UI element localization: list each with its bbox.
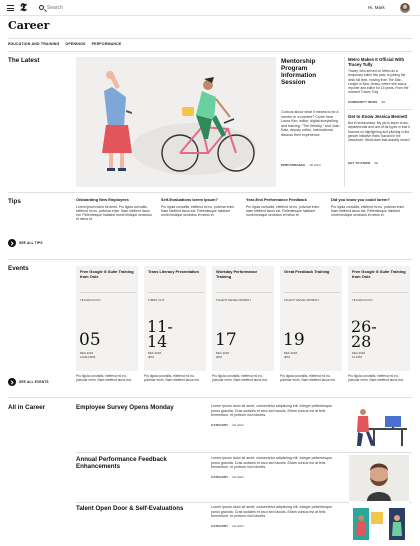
event-title[interactable]: Free Google G Suite Training from Onix xyxy=(80,269,134,279)
event-month-year: DEC 2018 xyxy=(80,351,93,355)
career-summary: Lorem ipsum dolor sit amet, consectetur adipiscing elit. Integer pellentesque purus gravida. Cras sodales et arcu sed iaculis. Etiam cursus est at felis fermentum, et pretium nisl lobortis. xyxy=(211,404,333,417)
tip-card[interactable] xyxy=(246,198,324,217)
page-title: Career xyxy=(8,19,50,32)
subnav-education-and-training[interactable]: EDUCATION AND TRAINING xyxy=(8,42,60,46)
tip-body: Lorem ipsum dolor sit amet. Pro ligula convallis, eleifend mi eu, pulvinar enim. Nam eleifend lacus est. Pellentesque habitant morbi tristique senectus et netus et. xyxy=(76,204,152,222)
event-date xyxy=(80,352,136,359)
section-title-events: Events xyxy=(8,265,29,272)
event-title[interactable]: Trans Literacy Presentation xyxy=(148,269,200,274)
career-meta xyxy=(211,423,244,427)
side-story-category[interactable]: COMMUNITY NEWS xyxy=(348,100,378,104)
event-date xyxy=(284,352,340,359)
event-day: 17 xyxy=(215,330,237,350)
event-description: Pro ligula convallis, eleifend mi eu, pulvinar enim. Nam eleifend lacus est. xyxy=(144,374,200,383)
event-time: 12-1PM xyxy=(352,354,362,359)
see-all-events-button[interactable] xyxy=(8,378,49,386)
career-time: 2H AGO xyxy=(232,423,244,427)
divider xyxy=(348,109,412,110)
divider xyxy=(216,292,272,293)
event-card[interactable] xyxy=(144,266,206,371)
event-card[interactable] xyxy=(212,266,274,371)
see-all-tips-button[interactable] xyxy=(8,239,43,247)
tip-body: Pro ligula convallis, eleifend mi eu, pulvinar enim. Nam eleifend lacus est. Pellentesque habitant morbi tristique senectus et netus et. xyxy=(331,204,406,218)
logo[interactable]: 𝕿 xyxy=(20,1,27,14)
divider xyxy=(8,397,412,398)
top-bar xyxy=(0,0,420,16)
divider xyxy=(8,38,412,39)
career-summary: Lorem ipsum dolor sit amet, consectetur adipiscing elit. Integer pellentesque purus gravida. Cras sodales et arcu sed iaculis. Etiam cursus est at felis fermentum, et pretium nisl lobortis. xyxy=(211,505,333,518)
divider xyxy=(352,292,408,293)
tip-title[interactable]: Did you know you could lorem? xyxy=(331,197,390,202)
illustration-open-door xyxy=(349,502,409,542)
feature-headline[interactable]: Mentorship Program Information Session xyxy=(281,58,317,86)
event-date xyxy=(148,352,204,359)
side-story-meta xyxy=(348,161,412,165)
feature-meta xyxy=(281,163,341,167)
divider xyxy=(148,292,204,293)
event-time: 4PM xyxy=(148,354,154,359)
divider xyxy=(8,192,412,193)
event-month-year: DEC 2018 xyxy=(216,351,229,355)
side-story-headline[interactable]: Metro Makes It Official With Tracey Tully xyxy=(348,57,405,68)
event-category: TECHNOLOGY xyxy=(80,298,102,302)
tip-title[interactable]: Onboarding New Employees xyxy=(76,197,129,202)
section-title-the-latest: The Latest xyxy=(8,57,40,64)
event-month-year: DEC 2018 xyxy=(148,351,161,355)
tip-title[interactable]: Self-Evaluations lorem ipsum? xyxy=(161,197,218,202)
see-all-tips-label: SEE ALL TIPS xyxy=(19,241,43,245)
event-description: Pro ligula convallis, eleifend mi eu, pulvinar enim. Nam eleifend lacus est. xyxy=(348,374,404,383)
event-title[interactable]: Workday Performance Training xyxy=(216,269,258,279)
search-input[interactable] xyxy=(47,3,167,13)
divider xyxy=(76,452,412,453)
career-image-open-door[interactable] xyxy=(349,502,409,546)
career-time: 2H AGO xyxy=(232,475,244,479)
side-story-time: 3D xyxy=(381,100,386,104)
menu-icon[interactable] xyxy=(7,5,14,11)
event-description: Pro ligula convallis, eleifend mi eu, pulvinar enim. Nam eleifend lacus est. xyxy=(280,374,336,383)
event-date xyxy=(216,352,272,359)
career-category[interactable]: CATEGORY xyxy=(211,475,229,479)
section-title-tips: Tips xyxy=(8,198,21,205)
event-day: 05 xyxy=(79,330,101,350)
tip-card[interactable] xyxy=(161,198,239,217)
event-time: 2PM xyxy=(216,354,222,359)
career-time: 2H AGO xyxy=(232,524,244,528)
tip-card[interactable] xyxy=(76,198,154,222)
hero-illustration[interactable] xyxy=(76,57,276,187)
career-headline[interactable]: Employee Survey Opens Monday xyxy=(76,404,174,411)
event-description: Pro ligula convallis, eleifend mi eu, pulvinar enim. Nam eleifend lacus est. xyxy=(76,374,132,383)
event-time: 11AM-12PM xyxy=(80,354,96,359)
career-headline[interactable]: Annual Performance Feedback Enhancements xyxy=(76,456,167,471)
side-story-category[interactable]: GET TO KNOW xyxy=(348,161,371,165)
event-category: TALENT DEVELOPMENT xyxy=(216,298,252,302)
event-day: 26- 28 xyxy=(351,317,377,351)
tip-body: Pro ligula convallis, eleifend mi eu, pulvinar enim. Nam eleifend lacus est. Pellentesque habitant morbi tristique senectus et netus et. xyxy=(246,204,321,218)
event-title[interactable]: Free Google G Suite Training from Onix xyxy=(352,269,406,279)
career-image-office[interactable] xyxy=(349,404,409,450)
side-story-meta xyxy=(348,100,412,104)
career-meta xyxy=(211,475,244,479)
career-category[interactable]: CATEGORY xyxy=(211,423,229,427)
event-card[interactable] xyxy=(280,266,342,371)
event-day: 11- 14 xyxy=(147,317,173,351)
illustration-woman-on-bicycle xyxy=(76,57,276,187)
career-headline[interactable]: Talent Open Door & Self-Evaluations xyxy=(76,505,184,512)
event-category: TALENT DEVELOPMENT xyxy=(284,298,320,302)
feature-category[interactable]: PERFORMANCE xyxy=(281,163,306,167)
career-summary: Lorem ipsum dolor sit amet, consectetur adipiscing elit. Integer pellentesque purus gravida. Cras sodales et arcu sed iaculis. Etiam cursus est at felis fermentum, et pretium nisl lobortis. xyxy=(211,456,333,469)
event-month-year: DEC 2018 xyxy=(352,351,365,355)
event-category: TECHNOLOGY xyxy=(352,298,374,302)
feature-time: 1D AGO xyxy=(309,163,321,167)
career-meta xyxy=(211,524,244,528)
arrow-right-icon xyxy=(8,239,16,247)
arrow-right-icon xyxy=(8,378,16,386)
side-story-summary: But in seriousness: My job is super cross-departmental and one-of-its-types in that it focuses on highlighting and pitching in the gender initiative that’s housed in the newsroom. What does that actually mean? xyxy=(348,121,411,143)
subnav-performance[interactable]: PERFORMANCE xyxy=(91,42,122,46)
event-category: TIMES OUT xyxy=(148,298,165,302)
event-time: 4PM xyxy=(284,354,290,359)
sub-navigation xyxy=(8,42,121,46)
event-title[interactable]: Great Feedback Training xyxy=(284,269,330,274)
illustration-person-at-desk xyxy=(349,404,409,450)
event-description: Pro ligula convallis, eleifend mi eu, pulvinar enim. Nam eleifend lacus est. xyxy=(212,374,268,383)
event-card[interactable] xyxy=(76,266,138,371)
greeting: Hi, Mark xyxy=(368,5,385,10)
event-card[interactable] xyxy=(348,266,410,371)
tip-card[interactable] xyxy=(331,198,409,217)
avatar[interactable] xyxy=(400,3,410,13)
photo-bearded-man xyxy=(349,455,409,501)
search-icon[interactable] xyxy=(39,5,44,10)
event-day: 19 xyxy=(283,330,305,350)
section-title-all-in-career: All in Career xyxy=(8,404,46,411)
side-story-summary: Tracey, who arrived on Metro as a temporary editor this year, is joining the desk full time, moving from The Star-Ledger in New Jersey, where she was a reporter and editor for 13 years. From the moment Tracey Tully xyxy=(348,69,409,95)
column-divider xyxy=(344,57,345,187)
feature-summary: Curious about what it means to be a mentor or a mentee? Come hear Laura Kim, editor, digital storytelling and training, “The Weekly,” and Josh Katz, deputy editor, International, discuss their experience. xyxy=(281,110,340,137)
divider xyxy=(284,292,340,293)
event-date xyxy=(352,352,408,359)
divider xyxy=(80,292,136,293)
subnav-openings[interactable]: OPENINGS xyxy=(65,42,86,46)
tip-title[interactable]: Year-End Performance Feedback xyxy=(246,197,307,202)
see-all-events-label: SEE ALL EVENTS xyxy=(19,380,49,384)
career-image-portrait[interactable] xyxy=(349,455,409,501)
tip-body: Pro ligula convallis, eleifend mi eu, pulvinar enim. Nam eleifend lacus est. Pellentesque habitant morbi tristique senectus et netus et. xyxy=(161,204,236,218)
divider xyxy=(8,51,412,52)
event-month-year: DEC 2018 xyxy=(284,351,297,355)
side-story-headline[interactable]: Get to Know Jessica Bennett xyxy=(348,114,408,119)
divider xyxy=(8,259,412,260)
side-story-time: 3H xyxy=(374,161,379,165)
career-category[interactable]: CATEGORY xyxy=(211,524,229,528)
